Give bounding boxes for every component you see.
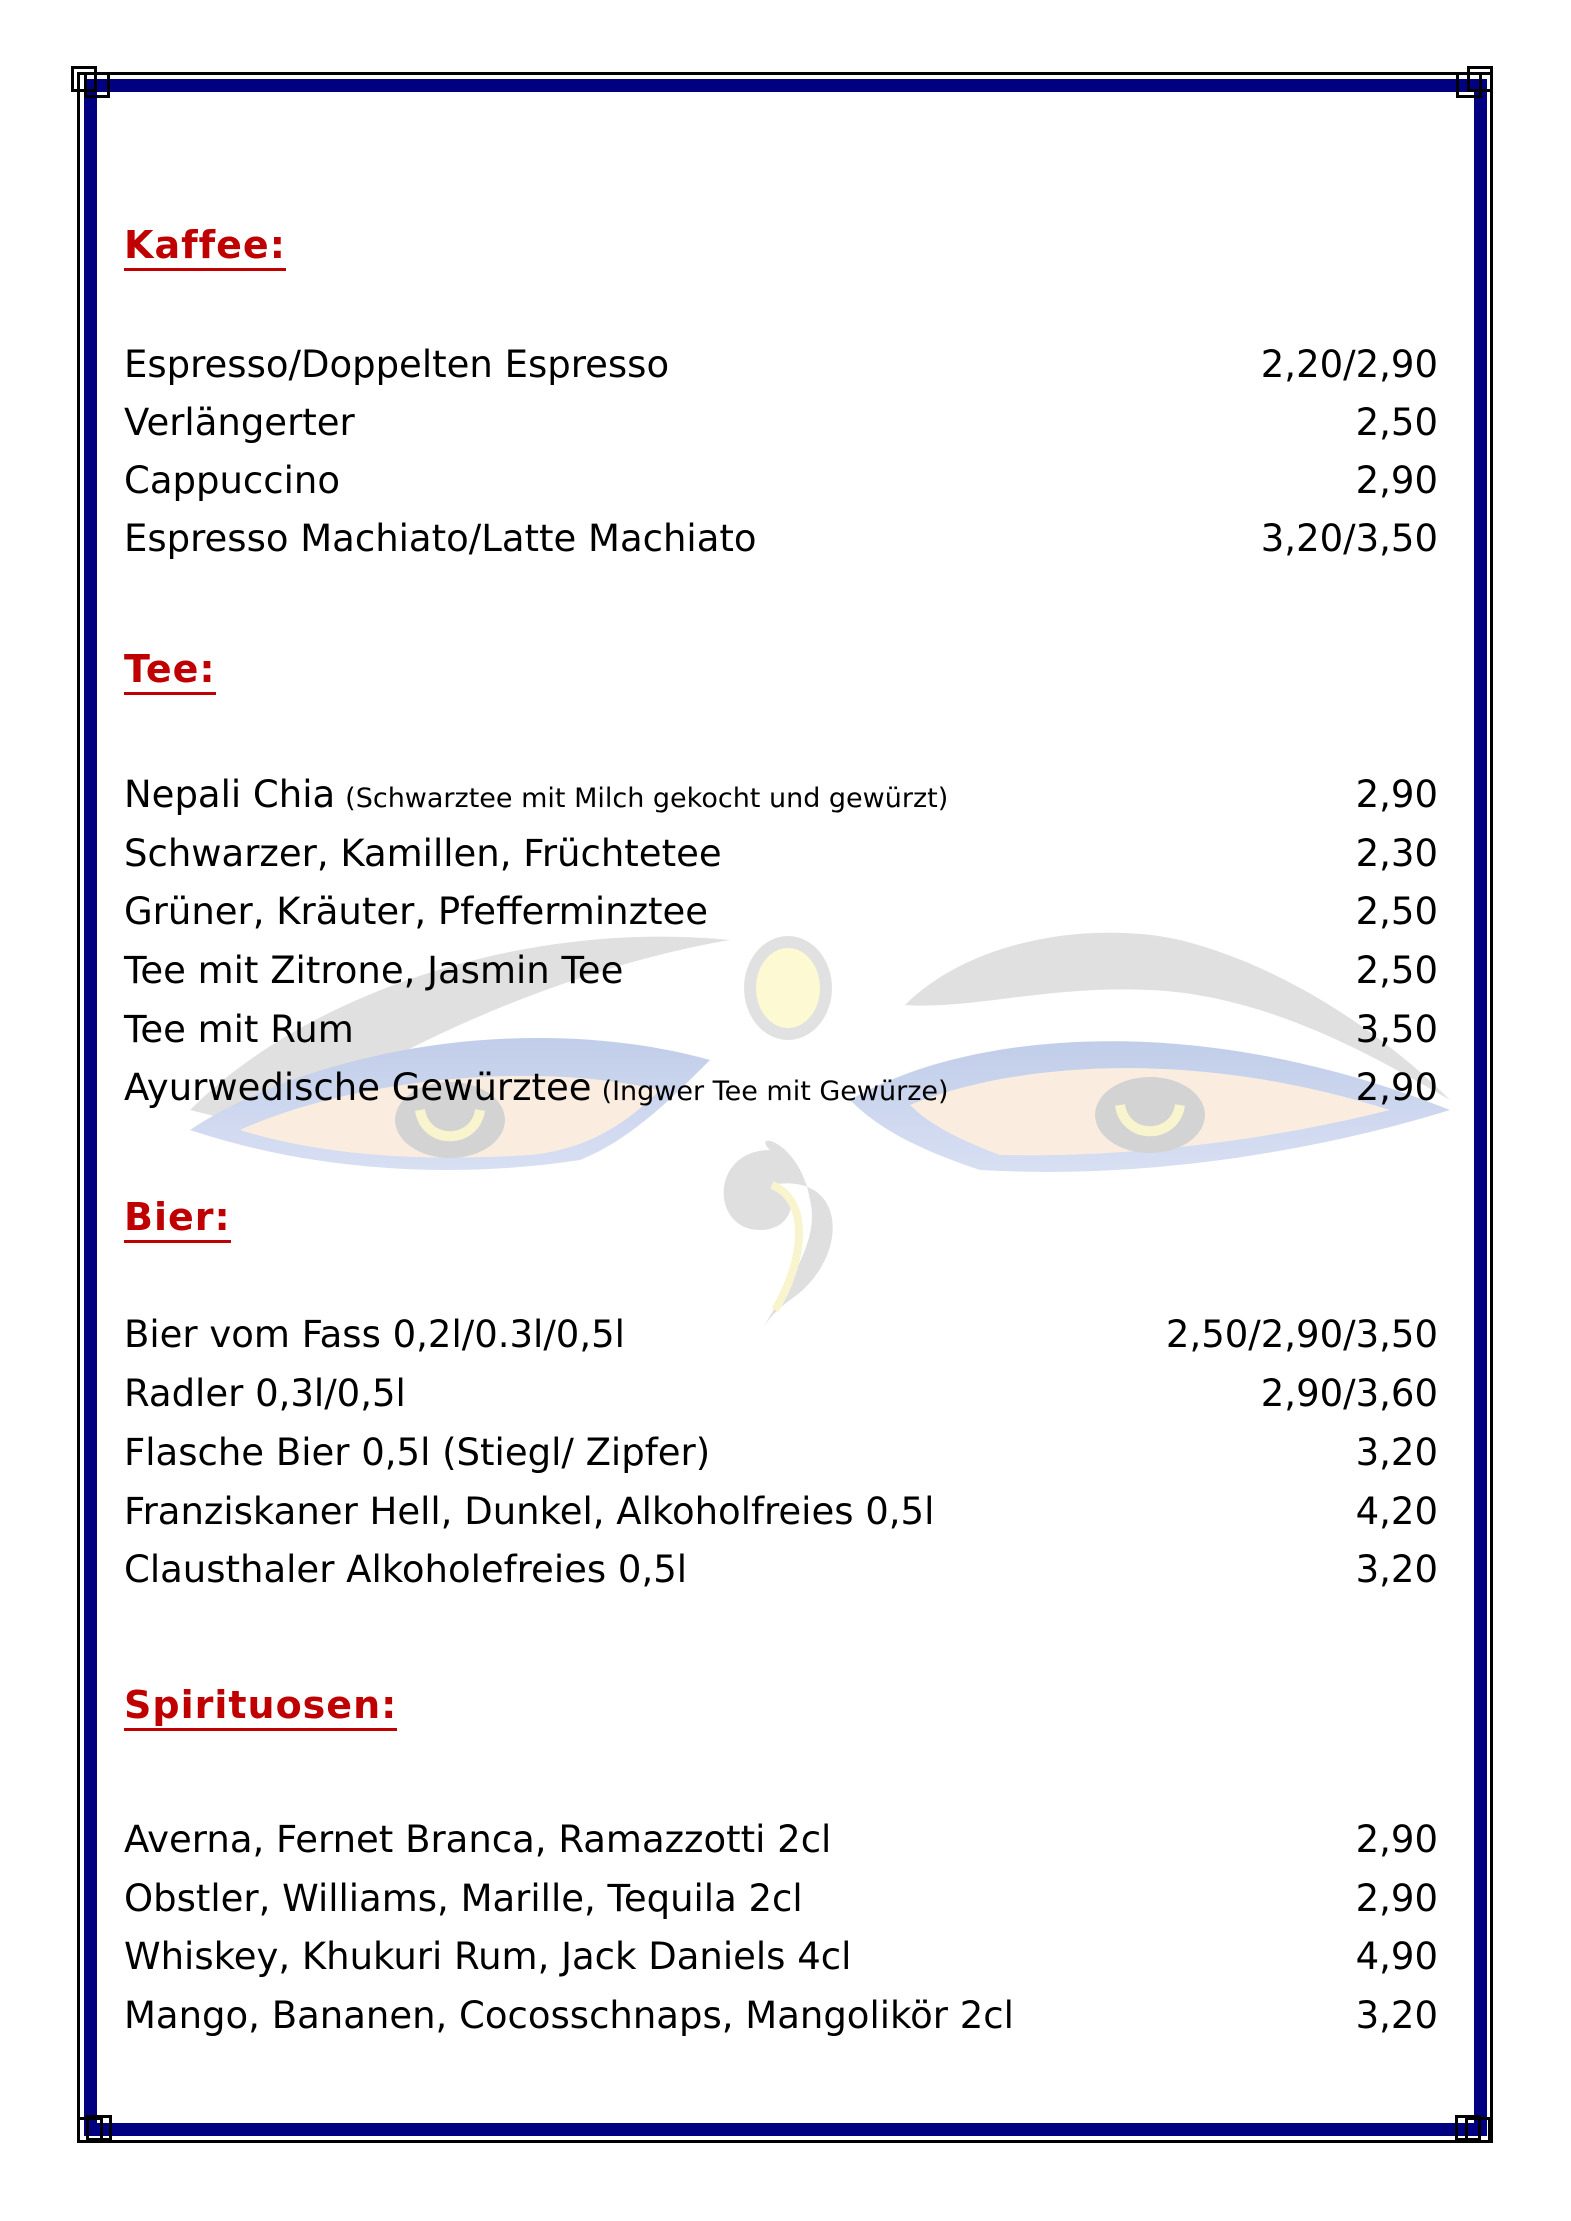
item-price: 4,20 <box>1355 1490 1438 1533</box>
item-name: Obstler, Williams, Marille, Tequila 2cl <box>124 1877 803 1920</box>
menu-content <box>124 0 1438 2221</box>
item-name: Espresso Machiato/Latte Machiato <box>124 517 757 560</box>
item-name: Tee mit Zitrone, Jasmin Tee <box>124 949 624 992</box>
item-price: 3,50 <box>1355 1008 1438 1051</box>
item-price: 2,50/2,90/3,50 <box>1165 1313 1438 1356</box>
item-price: 3,20 <box>1355 1548 1438 1591</box>
item-name: Nepali Chia <box>124 773 336 816</box>
item-name: Schwarzer, Kamillen, Früchtetee <box>124 832 722 875</box>
item-price: 2,50 <box>1355 949 1438 992</box>
item-price: 2,50 <box>1355 890 1438 933</box>
item-name: Mango, Bananen, Cocosschnaps, Mangolikör 2cl <box>124 1994 1014 2037</box>
item-price: 2,20/2,90 <box>1260 343 1438 386</box>
menu-row <box>124 1874 1438 1924</box>
menu-row <box>124 340 1438 390</box>
item-price: 3,20/3,50 <box>1260 517 1438 560</box>
menu-row <box>124 456 1438 506</box>
item-price: 2,90 <box>1355 773 1438 816</box>
item-name: Flasche Bier 0,5l (Stiegl/ Zipfer) <box>124 1431 711 1474</box>
item-note: (Schwarztee mit Milch gekocht und gewürzt) <box>345 783 949 814</box>
item-name: Franziskaner Hell, Dunkel, Alkoholfreies 0,5l <box>124 1490 935 1533</box>
section-heading-bier: Bier: <box>124 1198 231 1243</box>
item-name: Bier vom Fass 0,2l/0.3l/0,5l <box>124 1313 625 1356</box>
menu-row <box>124 1815 1438 1865</box>
section-heading-spirituosen: Spirituosen: <box>124 1686 397 1731</box>
menu-row <box>124 829 1438 879</box>
item-note: (Ingwer Tee mit Gewürze) <box>601 1076 949 1107</box>
menu-row <box>124 398 1438 448</box>
item-name: Radler 0,3l/0,5l <box>124 1372 406 1415</box>
menu-row <box>124 1063 1438 1113</box>
item-name: Espresso/Doppelten Espresso <box>124 343 670 386</box>
frame-corner-bottom-right-inner <box>1455 2115 1481 2141</box>
item-price: 3,20 <box>1355 1994 1438 2037</box>
item-price: 2,90 <box>1355 1818 1438 1861</box>
menu-row <box>124 1932 1438 1982</box>
item-price: 4,90 <box>1355 1935 1438 1978</box>
item-price: 2,90 <box>1355 1066 1438 1109</box>
menu-row <box>124 1487 1438 1537</box>
item-name: Cappuccino <box>124 459 340 502</box>
item-price: 2,50 <box>1355 401 1438 444</box>
menu-row <box>124 1005 1438 1055</box>
item-price: 2,90 <box>1355 459 1438 502</box>
menu-row <box>124 887 1438 937</box>
item-name: Grüner, Kräuter, Pfefferminztee <box>124 890 709 933</box>
frame-corner-top-left-inner <box>84 72 110 98</box>
menu-row <box>124 1369 1438 1419</box>
section-heading-kaffee: Kaffee: <box>124 226 286 271</box>
item-price: 3,20 <box>1355 1431 1438 1474</box>
item-name: Verlängerter <box>124 401 355 444</box>
menu-row <box>124 514 1438 564</box>
item-name: Averna, Fernet Branca, Ramazzotti 2cl <box>124 1818 832 1861</box>
item-name: Ayurwedische Gewürztee <box>124 1066 592 1109</box>
menu-row <box>124 770 1438 820</box>
menu-row <box>124 1310 1438 1360</box>
item-name: Tee mit Rum <box>124 1008 354 1051</box>
item-price: 2,90 <box>1355 1877 1438 1920</box>
item-name: Clausthaler Alkoholefreies 0,5l <box>124 1548 688 1591</box>
item-price: 2,30 <box>1355 832 1438 875</box>
frame-corner-top-right-inner <box>1456 72 1482 98</box>
item-price: 2,90/3,60 <box>1260 1372 1438 1415</box>
section-heading-tee: Tee: <box>124 650 216 695</box>
item-name: Whiskey, Khukuri Rum, Jack Daniels 4cl <box>124 1935 852 1978</box>
menu-row <box>124 1428 1438 1478</box>
frame-corner-bottom-left-inner <box>86 2115 112 2141</box>
menu-row <box>124 1991 1438 2041</box>
menu-row <box>124 946 1438 996</box>
menu-row <box>124 1545 1438 1595</box>
